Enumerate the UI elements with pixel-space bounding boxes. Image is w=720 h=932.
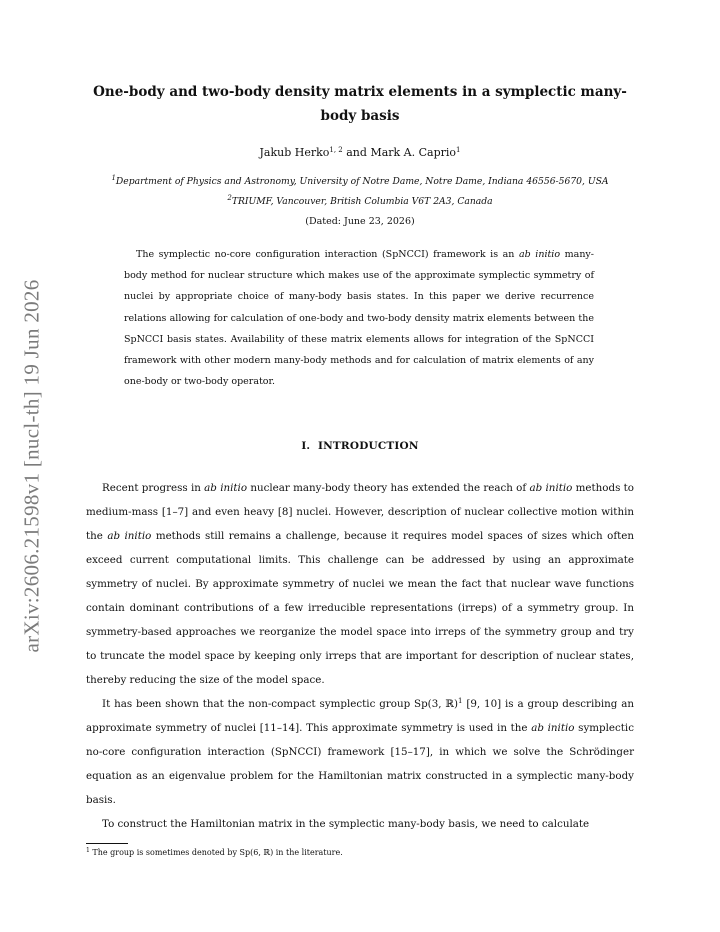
paragraph-text: To construct the Hamiltonian matrix in the symplectic many-body basis, we need to calculate [102, 818, 590, 830]
affiliation-text: TRIUMF, Vancouver, British Columbia V6T 2A3, Canada [231, 196, 493, 207]
body-text [86, 476, 634, 836]
paragraph-text: symplectic no-core configuration interaction (SpNCCI) framework [15–17], in which we solve the Schrödinger equation as an eigenvalue problem for the Hamiltonian matrix constructed in a symplectic many-body basis. [86, 722, 634, 806]
author-affiliation-mark: 1, 2 [329, 146, 343, 154]
paragraph-text: It has been shown that the non-compact symplectic group Sp(3, ℝ) [102, 698, 458, 710]
author-affiliation-mark: 1 [456, 146, 461, 154]
abstract-text: The symplectic no-core configuration interaction (SpNCCI) framework is an [136, 249, 515, 260]
affiliation [60, 196, 660, 207]
abstract-italic: ab initio [519, 249, 561, 260]
section-number: I. [301, 440, 311, 452]
footnote-text: The group is sometimes denoted by Sp(6, ℝ) in the literature. [92, 848, 343, 857]
paragraph-text: [9, 10] is a group describing an approximate symmetry of nuclei [11–14]. This approximate symmetry is used in the [86, 698, 634, 734]
footnote-mark: 1 [86, 847, 90, 854]
dated-line: (Dated: June 23, 2026) [305, 216, 415, 227]
arxiv-side-stamp [10, 256, 54, 676]
affiliation-mark: 2 [227, 194, 232, 202]
author-name: Mark A. Caprio [370, 146, 457, 159]
affiliation-mark: 1 [111, 174, 116, 182]
footnote-rule [86, 843, 128, 844]
footnote-mark: 1 [457, 697, 463, 705]
affiliation-text: Department of Physics and Astronomy, University of Notre Dame, Notre Dame, Indiana 46556-5670, USA [115, 176, 609, 187]
author-name: Jakub Herko [259, 146, 330, 159]
abstract-text: many-body method for nuclear structure which makes use of the approximate symplectic symmetry of nuclei by appropriate choice of many-body basis states. In this paper we derive recurrence relations allowing for calculation of one-body and two-body density matrix elements between the SpNCCI basis states. Availability of these matrix elements allows for integration of the SpNCCI framework with other modern many-body methods and for calculation of matrix elements of any one-body or two-body operator. [124, 249, 595, 388]
paragraph [86, 812, 634, 836]
paragraph [86, 692, 634, 812]
author-conjunction: and [346, 146, 367, 159]
abstract [124, 244, 594, 392]
paper-title: One-body and two-body density matrix elements in a symplectic many-body basis [93, 84, 627, 124]
affiliation [60, 176, 660, 187]
paragraph-text: Recent progress in [102, 482, 201, 494]
section-title: INTRODUCTION [318, 440, 419, 452]
paragraph [86, 476, 634, 692]
italic-text: ab initio [531, 722, 575, 734]
footnote [86, 848, 634, 857]
section-heading [88, 440, 632, 452]
paragraph-text: methods to medium-mass [1–7] and even heavy [8] nuclei. However, description of nuclear collective motion within the [86, 482, 634, 542]
paragraph-text: nuclear many-body theory has extended the reach of [250, 482, 527, 494]
arxiv-identifier: arXiv:2606.21598v1 [nucl-th] 19 Jun 2026 [19, 279, 44, 653]
author-list [88, 146, 632, 159]
italic-text: ab initio [529, 482, 573, 494]
paragraph-text: methods still remains a challenge, because it requires model spaces of sizes which often exceed current computational limits. This challenge can be addressed by using an approximate symmetry of nuclei. By approximate symmetry of nuclei we mean the fact that nuclear wave functions contain dominant contributions of a few irreducible representations (irreps) of a symmetry group. In symmetry-based approaches we reorganize the model space into irreps of the symmetry group and try to truncate the model space by keeping only irreps that are important for description of nuclear states, thereby reducing the size of the model space. [86, 530, 635, 686]
italic-text: ab initio [204, 482, 248, 494]
italic-text: ab initio [107, 530, 152, 542]
